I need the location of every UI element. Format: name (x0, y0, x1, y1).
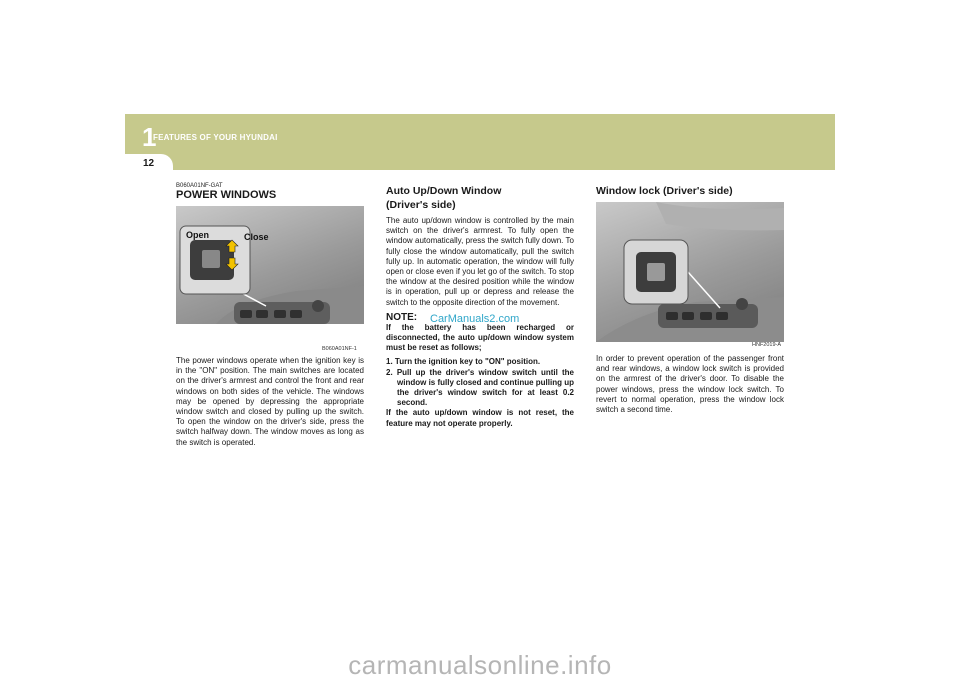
chapter-number: 1 (142, 122, 157, 152)
window-lock-text: In order to prevent operation of the passenger front and rear windows, a window lock switch is provided on the armrest of the driver's door. To disable the power windows, press the window lock switch. To revert to normal operation, press the window lock switch a second time. (596, 354, 784, 415)
section-code: B060A01NF-GAT (176, 183, 223, 189)
middle-column (386, 184, 574, 429)
window-lock-title: Window lock (Driver's side) (596, 185, 733, 197)
overlay-watermark: CarManuals2.com (430, 313, 520, 325)
page-number: 12 (143, 158, 155, 169)
note-outro: If the auto up/down window is not reset, the feature may not operate properly. (386, 408, 574, 428)
right-column (596, 184, 784, 198)
auto-window-title-line1: Auto Up/Down Window (386, 185, 502, 197)
chapter-header-band (125, 114, 835, 170)
reset-steps (386, 357, 574, 408)
close-label: Close (244, 232, 269, 242)
note-intro: If the battery has been recharged or disconnected, the auto up/down window system must be reset as follows; (386, 322, 574, 353)
power-window-photo (176, 206, 364, 324)
note-label: NOTE: (386, 311, 418, 323)
auto-window-text: The auto up/down window is controlled by the main switch on the driver's armrest. To fully open the window automatically, press the switch fully down. To fully close the window automatically, pull the switch fully up. In automatic operation, the window will fully open or close even if you let go of the switch. To stop the window at the desired position while the window is in operation, pull up or depress and release the switch to the opposite direction of the movement. (386, 216, 574, 307)
footer-watermark: carmanualsonline.info (348, 650, 612, 680)
chapter-title: FEATURES OF YOUR HYUNDAI (153, 133, 278, 142)
left-body (176, 356, 364, 448)
reset-step: 2. Pull up the driver's window switch until the window is fully closed and continue pulling up the driver's window switch for at least 0.2 second. (386, 367, 574, 408)
window-lock-photo (596, 202, 784, 342)
power-windows-text: The power windows operate when the ignition key is in the "ON" position. The main switches are located on the driver's armrest and control the front and rear windows on both sides of the vehicle. The windows may be opened by depressing the appropriate window switch and closed by pulling up the switch. To open the window on the driver's side, press the switch halfway down. The window moves as long as the switch is operated. (176, 356, 364, 447)
auto-window-title-line2: (Driver's side) (386, 199, 456, 211)
left-image-code: B060A01NF-1 (322, 346, 357, 352)
left-column (176, 183, 364, 201)
section-title: POWER WINDOWS (176, 189, 277, 201)
right-image-code: HNF2019-A (752, 342, 782, 348)
reset-step: 1. Turn the ignition key to "ON" position. (386, 357, 541, 367)
open-label: Open (186, 230, 210, 240)
right-body (596, 354, 784, 415)
